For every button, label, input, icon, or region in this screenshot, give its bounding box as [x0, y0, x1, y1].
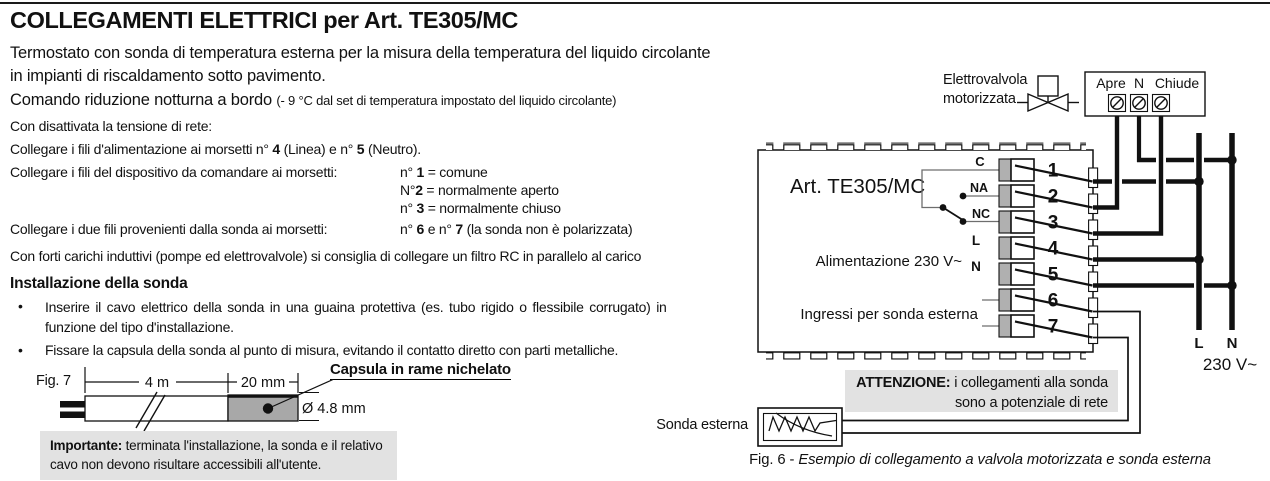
chiude-label: Chiude: [1154, 75, 1200, 91]
screw-terminal-icon: [1109, 95, 1170, 112]
power-wiring: [1093, 116, 1232, 330]
attenzione-box: ATTENZIONE: i collegamenti alla sonda sono a potenziale di rete: [845, 370, 1118, 412]
valve-label: Elettrovalvola motorizzata: [943, 72, 1028, 107]
page-title: COLLEGAMENTI ELETTRICI per Art. TE305/MC: [10, 7, 518, 33]
svg-text:2: 2: [1047, 186, 1059, 208]
bullet-glyph: •: [18, 298, 23, 314]
bullet-glyph: •: [18, 342, 23, 358]
wire-slots: [1089, 168, 1098, 344]
svg-text:1: 1: [1047, 160, 1059, 182]
comando-note: (- 9 °C dal set di temperatura impostato del liquido circolante): [276, 93, 617, 108]
cable-wire-bottom: [60, 412, 86, 419]
svg-text:6: 6: [1047, 290, 1059, 312]
morsetto-3: n° 3 = normalmente chiuso: [400, 200, 561, 216]
sonda-label: Collegare i due fili provenienti dalla sonda ai morsetti:: [10, 221, 328, 237]
c-label: C: [975, 154, 985, 169]
bullet1-text: Inserire il cavo elettrico della sonda in una guaina protettiva (es. tubo rigido o flessibile corrugato) in funzione del tipo d'installazione.: [45, 299, 667, 335]
svg-text:5: 5: [1047, 264, 1059, 286]
morsetto-1: n° 1 = comune: [400, 164, 488, 180]
apre-label: Apre: [1096, 75, 1126, 91]
cable-wire-top: [60, 401, 86, 408]
svg-text:3: 3: [1047, 212, 1059, 234]
bus-n-label: N: [1226, 335, 1238, 352]
dim-diameter: Ø 4.8 mm: [302, 401, 366, 417]
capsula-label: Capsula in rame nichelato: [330, 361, 511, 378]
intro-paragraph: [10, 42, 710, 87]
svg-text:7: 7: [1047, 316, 1059, 338]
importante-box: Importante: terminata l'installazione, la sonda e il relativo cavo non devono risultare accessibili all'utente.: [40, 431, 397, 480]
bus-l-label: L: [1194, 335, 1204, 352]
sonda-morsetti: n° 6 e n° 7 (la sonda non è polarizzata): [400, 221, 633, 237]
art-label: Art. TE305/MC: [790, 175, 926, 198]
comb-bottom: [766, 352, 1086, 359]
comando-line: [10, 89, 616, 112]
intro-line2: in impianti di riscaldamento sotto pavimento.: [10, 66, 326, 85]
filtro-line: Con forti carichi induttivi (pompe ed elettrovalvole) si consiglia di collegare un filtro RC in parallelo al carico: [10, 248, 642, 264]
dim-4m: 4 m: [144, 375, 170, 391]
n-label: N: [1133, 75, 1145, 91]
top-rule: [0, 2, 1270, 4]
external-probe: [758, 408, 842, 446]
intro-line1: Termostato con sonda di temperatura esterna per la misura della temperatura del liquido circolante: [10, 44, 711, 62]
install-heading: Installazione della sonda: [10, 275, 188, 292]
comando-text: Comando riduzione notturna a bordo: [10, 91, 277, 109]
dispositivo-label: Collegare i fili del dispositivo da comandare ai morsetti:: [10, 164, 338, 180]
fig6-caption: Fig. 6 - Esempio di collegamento a valvola motorizzata e sonda esterna: [749, 452, 1211, 468]
na-label: NA: [969, 181, 989, 195]
fig7-probe-drawing: [30, 356, 520, 434]
wire-chiude-to-terminal3: [1093, 116, 1161, 234]
n-label: N: [971, 259, 981, 274]
svg-text:4: 4: [1047, 238, 1059, 260]
alimentazione-label: Alimentazione 230 V~: [815, 253, 962, 270]
alimentazione-line: Collegare i fili d'alimentazione ai morsetti n° 4 (Linea) e n° 5 (Neutro).: [10, 141, 421, 157]
morsetto-2: N°2 = normalmente aperto: [400, 182, 559, 198]
sonda-esterna-label: Sonda esterna: [656, 417, 748, 433]
ingressi-label: Ingressi per sonda esterna: [800, 306, 978, 323]
valve-terminal-box: [1085, 72, 1205, 116]
l-label: L: [971, 233, 981, 248]
nc-label: NC: [971, 207, 991, 221]
dim-20mm: 20 mm: [240, 375, 286, 391]
comb-top: [766, 143, 1086, 150]
probe-cable: [60, 380, 333, 432]
voltage-label: 230 V~: [1202, 355, 1258, 374]
fig7-label: Fig. 7: [36, 373, 71, 389]
bullet2-text: Fissare la capsula della sonda al punto di misura, evitando il contatto diretto con parti metalliche.: [45, 342, 619, 358]
rete-line: Con disattivata la tensione di rete:: [10, 118, 212, 134]
